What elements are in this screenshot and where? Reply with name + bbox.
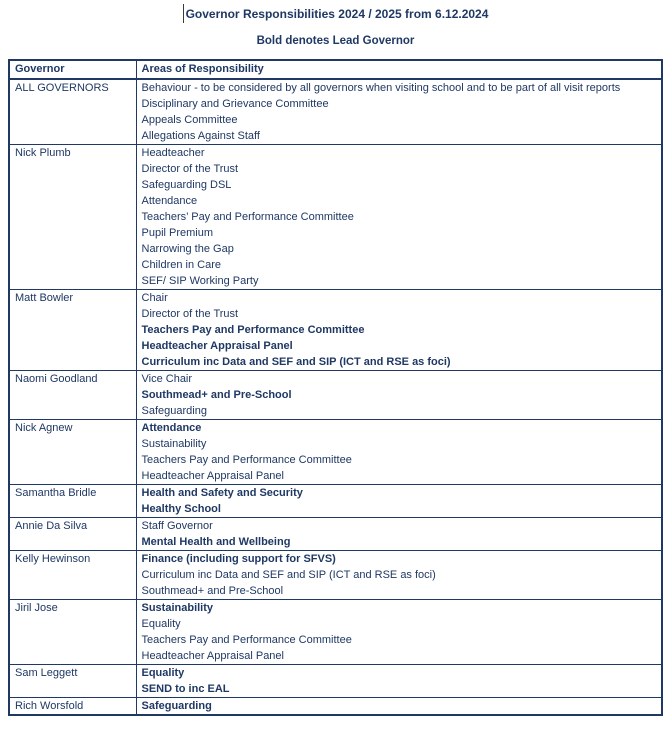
responsibility-item: Children in Care [141, 259, 221, 271]
governor-name-cell[interactable]: Rich Worsfold [9, 698, 136, 716]
column-header-governor[interactable]: Governor [9, 60, 136, 79]
table-row [9, 665, 662, 698]
responsibilities-cell[interactable] [136, 551, 662, 600]
text-cursor [183, 4, 184, 23]
responsibility-item: Healthy School [141, 503, 221, 515]
table-row [9, 551, 662, 600]
responsibility-item: Narrowing the Gap [141, 243, 234, 255]
responsibility-item: Headteacher [141, 147, 205, 159]
responsibility-item: Teachers’ Pay and Performance Committee [141, 211, 354, 223]
responsibility-item: Equality [141, 618, 181, 630]
responsibility-item: Equality [141, 667, 185, 679]
responsibility-item: Pupil Premium [141, 227, 214, 239]
responsibility-item: Chair [141, 292, 168, 304]
document-subtitle[interactable]: Bold denotes Lead Governor [256, 35, 415, 47]
responsibility-item: Staff Governor [141, 520, 213, 532]
responsibility-item: Safeguarding [141, 405, 207, 417]
responsibility-item: Headteacher Appraisal Panel [141, 650, 284, 662]
table-row [9, 518, 662, 551]
responsibilities-cell[interactable] [136, 290, 662, 371]
responsibility-item: Southmead+ and Pre-School [141, 585, 284, 597]
responsibility-item: Mental Health and Wellbeing [141, 536, 291, 548]
governor-name-cell[interactable]: Naomi Goodland [9, 371, 136, 420]
responsibility-item: Teachers Pay and Performance Committee [141, 634, 352, 646]
responsibilities-cell[interactable] [136, 518, 662, 551]
governor-name-cell[interactable]: Kelly Hewinson [9, 551, 136, 600]
document-title[interactable]: Governor Responsibilities 2024 / 2025 from 6.12.2024 [185, 6, 489, 21]
table-row [9, 698, 662, 716]
responsibility-item: Allegations Against Staff [141, 130, 260, 142]
responsibility-item: Appeals Committee [141, 114, 238, 126]
responsibility-item: Curriculum inc Data and SEF and SIP (ICT and RSE as foci) [141, 356, 451, 368]
document-title-row [0, 0, 671, 22]
table-row [9, 420, 662, 485]
responsibility-item: Health and Safety and Security [141, 487, 303, 499]
table-row [9, 485, 662, 518]
responsibilities-cell[interactable] [136, 600, 662, 665]
responsibility-item: Attendance [141, 195, 198, 207]
table-row [9, 290, 662, 371]
table-row [9, 145, 662, 290]
responsibilities-table [8, 59, 663, 716]
responsibility-item: Vice Chair [141, 373, 193, 385]
responsibilities-cell[interactable] [136, 145, 662, 290]
table-row [9, 79, 662, 145]
responsibilities-cell[interactable] [136, 79, 662, 145]
responsibilities-cell[interactable] [136, 665, 662, 698]
responsibility-item: Safeguarding [141, 700, 212, 712]
responsibility-item: Curriculum inc Data and SEF and SIP (ICT and RSE as foci) [141, 569, 436, 581]
governor-name-cell[interactable]: Matt Bowler [9, 290, 136, 371]
responsibility-item: Behaviour - to be considered by all governors when visiting school and to be part of all visit reports [141, 82, 621, 94]
responsibilities-cell[interactable] [136, 698, 662, 716]
responsibility-item: SEF/ SIP Working Party [141, 275, 259, 287]
responsibility-item: Headteacher Appraisal Panel [141, 470, 284, 482]
responsibility-item: Teachers Pay and Performance Committee [141, 454, 352, 466]
governor-name-cell[interactable]: Nick Plumb [9, 145, 136, 290]
governor-name-cell[interactable]: Annie Da Silva [9, 518, 136, 551]
responsibility-item: Director of the Trust [141, 163, 239, 175]
responsibilities-cell[interactable] [136, 485, 662, 518]
responsibility-item: Headteacher Appraisal Panel [141, 340, 293, 352]
governor-name-cell[interactable]: Jiril Jose [9, 600, 136, 665]
responsibility-item: SEND to inc EAL [141, 683, 230, 695]
table-body [9, 79, 662, 715]
responsibility-item: Disciplinary and Grievance Committee [141, 98, 329, 110]
responsibilities-cell[interactable] [136, 371, 662, 420]
table-header-row [9, 60, 662, 79]
governor-name-cell[interactable]: ALL GOVERNORS [9, 79, 136, 145]
governor-name-cell[interactable]: Sam Leggett [9, 665, 136, 698]
governor-name-cell[interactable]: Nick Agnew [9, 420, 136, 485]
responsibilities-cell[interactable] [136, 420, 662, 485]
responsibility-item: Finance (including support for SFVS) [141, 553, 336, 565]
responsibility-item: Sustainability [141, 438, 207, 450]
responsibility-item: Southmead+ and Pre-School [141, 389, 292, 401]
responsibility-item: Sustainability [141, 602, 214, 614]
responsibility-item: Attendance [141, 422, 202, 434]
responsibility-item: Teachers Pay and Performance Committee [141, 324, 365, 336]
governor-name-cell[interactable]: Samantha Bridle [9, 485, 136, 518]
table-row [9, 600, 662, 665]
table-row [9, 371, 662, 420]
column-header-areas[interactable]: Areas of Responsibility [136, 60, 662, 79]
responsibility-item: Safeguarding DSL [141, 179, 232, 191]
responsibility-item: Director of the Trust [141, 308, 239, 320]
